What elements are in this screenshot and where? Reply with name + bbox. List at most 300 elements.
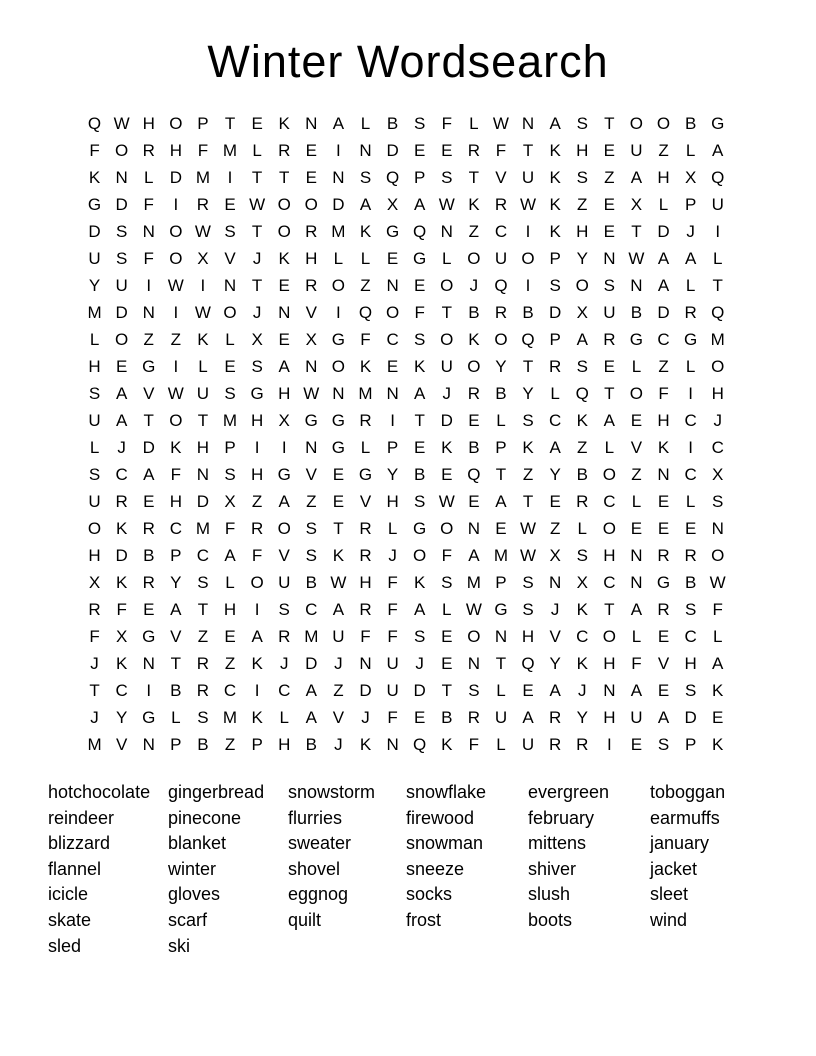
grid-cell: E <box>332 491 345 511</box>
grid-cell: S <box>576 545 588 565</box>
grid-cell: V <box>657 653 670 673</box>
grid-cell: H <box>169 140 182 160</box>
grid-cell: W <box>520 518 537 538</box>
grid-cell: O <box>277 221 291 241</box>
grid-cell: C <box>115 680 128 700</box>
word-list-column <box>528 780 609 934</box>
grid-cell: K <box>359 356 372 376</box>
grid-cell: V <box>170 626 182 646</box>
grid-cell: Q <box>575 383 589 403</box>
grid-cell: D <box>549 302 562 322</box>
grid-cell: O <box>169 221 183 241</box>
grid-cell: X <box>115 626 128 646</box>
grid-cell: U <box>711 194 724 214</box>
grid-cell: O <box>467 248 481 268</box>
grid-cell: E <box>143 491 155 511</box>
page-title: Winter Wordsearch <box>207 36 609 87</box>
grid-cell: L <box>577 518 587 538</box>
word-list-item: frost <box>406 909 442 930</box>
grid-cell: U <box>332 626 345 646</box>
grid-cell: A <box>115 410 128 430</box>
grid-cell: N <box>467 518 480 538</box>
grid-cell: Z <box>143 329 154 349</box>
grid-cell: S <box>115 248 128 268</box>
word-list-item: eggnog <box>288 884 349 905</box>
grid-cell: R <box>549 356 562 376</box>
grid-cell: S <box>278 599 290 619</box>
grid-cell: Y <box>576 248 588 268</box>
grid-cell: S <box>603 275 615 295</box>
word-list-item: snowman <box>406 833 484 854</box>
word-list-item: wind <box>650 909 688 930</box>
grid-cell: N <box>630 275 643 295</box>
grid-cell: E <box>414 437 426 457</box>
grid-cell: N <box>142 221 155 241</box>
grid-cell: K <box>657 437 670 457</box>
grid-cell: F <box>143 194 154 214</box>
grid-cell: A <box>657 275 670 295</box>
grid-cell: S <box>414 491 426 511</box>
grid-cell: F <box>143 248 154 268</box>
grid-cell: R <box>576 491 589 511</box>
grid-cell: J <box>117 437 126 457</box>
grid-cell: E <box>386 248 399 268</box>
grid-cell: S <box>224 464 236 484</box>
grid-cell: T <box>251 221 263 241</box>
grid-cell: C <box>603 572 616 592</box>
grid-cell: P <box>495 437 507 457</box>
grid-cell: E <box>143 599 155 619</box>
grid-cell: G <box>87 194 102 214</box>
grid-cell: N <box>332 167 345 187</box>
grid-cell: K <box>576 599 588 619</box>
grid-cell: C <box>305 599 318 619</box>
grid-cell: Y <box>522 383 534 403</box>
grid-cell: E <box>251 113 263 133</box>
grid-cell: K <box>414 572 426 592</box>
grid-cell: M <box>87 734 102 754</box>
grid-cell: R <box>359 410 372 430</box>
grid-cell: R <box>196 680 210 700</box>
word-list-item: shiver <box>528 858 577 879</box>
grid-cell: W <box>167 383 184 403</box>
grid-cell: N <box>711 518 724 538</box>
grid-cell: J <box>334 734 343 754</box>
word-list-item: blanket <box>168 833 227 854</box>
grid-cell: Q <box>358 302 373 322</box>
grid-cell: H <box>305 248 318 268</box>
grid-cell: G <box>142 626 156 646</box>
grid-cell: O <box>711 356 725 376</box>
grid-cell: M <box>710 329 725 349</box>
grid-cell: R <box>549 707 562 727</box>
grid-cell: I <box>254 599 260 619</box>
grid-cell: T <box>333 518 344 538</box>
grid-cell: M <box>493 545 509 565</box>
grid-cell: O <box>169 113 183 133</box>
grid-cell: G <box>304 410 318 430</box>
grid-cell: L <box>658 194 669 214</box>
grid-cell: U <box>88 491 101 511</box>
grid-cell: Q <box>521 329 535 349</box>
grid-cell: C <box>386 329 399 349</box>
grid-cell: H <box>603 707 616 727</box>
grid-cell: M <box>222 140 238 160</box>
grid-cell: O <box>467 356 481 376</box>
grid-cell: A <box>332 113 345 133</box>
grid-cell: P <box>684 194 697 214</box>
grid-cell: I <box>525 275 531 295</box>
grid-cell: L <box>387 518 398 538</box>
grid-cell: X <box>576 572 588 592</box>
word-list-item: quilt <box>288 909 322 930</box>
grid-cell: U <box>521 734 535 754</box>
word-list-item: firewood <box>406 807 475 828</box>
grid-cell: E <box>603 140 615 160</box>
grid-cell: N <box>332 383 345 403</box>
grid-cell: G <box>711 113 725 133</box>
grid-cell: Q <box>521 653 535 673</box>
grid-cell: T <box>251 167 263 187</box>
grid-cell: V <box>549 626 561 646</box>
grid-cell: T <box>604 599 615 619</box>
grid-cell: D <box>142 437 155 457</box>
grid-cell: R <box>467 383 480 403</box>
grid-cell: F <box>712 599 723 619</box>
grid-cell: J <box>442 383 452 403</box>
grid-cell: S <box>576 167 588 187</box>
grid-cell: I <box>227 167 233 187</box>
grid-cell: W <box>113 113 130 133</box>
grid-cell: E <box>278 329 290 349</box>
grid-cell: J <box>361 707 370 727</box>
grid-cell: L <box>442 248 452 268</box>
grid-cell: O <box>115 140 129 160</box>
grid-cell: L <box>360 437 371 457</box>
grid-cell: Z <box>549 518 561 538</box>
grid-cell: C <box>549 410 562 430</box>
grid-cell: L <box>360 248 371 268</box>
grid-cell: T <box>89 680 100 700</box>
grid-cell: K <box>712 680 724 700</box>
grid-cell: I <box>688 383 693 403</box>
grid-cell: F <box>387 626 398 646</box>
word-list <box>0 780 816 980</box>
word-list-item: february <box>528 807 595 828</box>
word-list-item: sleet <box>650 884 689 905</box>
grid-cell: D <box>413 680 426 700</box>
grid-cell: A <box>170 599 182 619</box>
grid-cell: G <box>413 518 427 538</box>
grid-cell: R <box>88 599 101 619</box>
grid-cell: N <box>603 680 616 700</box>
grid-cell: F <box>658 383 669 403</box>
grid-cell: P <box>549 329 561 349</box>
grid-cell: N <box>549 572 562 592</box>
grid-cell: T <box>143 410 154 430</box>
grid-cell: A <box>414 383 426 403</box>
grid-cell: A <box>630 167 643 187</box>
word-list-item: hotchocolate <box>48 782 151 802</box>
grid-cell: S <box>197 572 209 592</box>
grid-cell: W <box>249 194 266 214</box>
grid-cell: L <box>89 329 100 349</box>
grid-cell: P <box>386 437 399 457</box>
grid-cell: Z <box>658 140 669 160</box>
grid-cell: A <box>332 599 345 619</box>
grid-cell: O <box>602 464 616 484</box>
grid-cell: K <box>359 734 372 754</box>
grid-cell: U <box>521 167 535 187</box>
grid-cell: E <box>603 221 615 241</box>
grid-cell: L <box>144 167 154 187</box>
grid-cell: K <box>549 167 561 187</box>
grid-cell: D <box>169 167 182 187</box>
word-list-item: jacket <box>650 858 698 879</box>
grid-cell: R <box>549 734 562 754</box>
grid-cell: F <box>116 599 127 619</box>
grid-cell: H <box>684 653 697 673</box>
grid-cell: U <box>386 680 399 700</box>
grid-cell: O <box>602 518 616 538</box>
grid-cell: N <box>440 221 453 241</box>
word-list-item: skate <box>48 909 92 930</box>
grid-cell: D <box>657 221 670 241</box>
grid-cell: K <box>251 707 263 727</box>
grid-cell: F <box>360 329 371 349</box>
grid-cell: S <box>657 734 670 754</box>
grid-cell: I <box>173 302 179 322</box>
grid-cell: B <box>630 302 643 322</box>
grid-cell: B <box>468 437 480 457</box>
word-list-column <box>48 780 150 959</box>
grid-cell: G <box>331 410 345 430</box>
grid-cell: H <box>657 410 670 430</box>
grid-cell: O <box>629 383 644 403</box>
grid-cell: K <box>197 329 209 349</box>
grid-cell: F <box>387 707 398 727</box>
grid-cell: L <box>604 437 615 457</box>
grid-cell: O <box>629 113 644 133</box>
grid-cell: E <box>657 680 670 700</box>
grid-cell: J <box>334 653 343 673</box>
grid-cell: H <box>88 356 101 376</box>
grid-cell: U <box>630 140 643 160</box>
word-list-item: scarf <box>168 909 208 930</box>
grid-cell: Z <box>658 356 669 376</box>
grid-cell: E <box>305 167 317 187</box>
grid-cell: A <box>115 383 128 403</box>
grid-cell: S <box>522 410 534 430</box>
grid-cell: P <box>170 545 182 565</box>
grid-cell: M <box>195 167 210 187</box>
grid-cell: U <box>494 248 508 268</box>
grid-cell: R <box>115 491 128 511</box>
grid-cell: Z <box>251 491 263 511</box>
word-list-column <box>168 780 264 959</box>
grid-cell: A <box>278 356 290 376</box>
grid-cell: C <box>711 437 724 457</box>
grid-cell: O <box>494 329 508 349</box>
grid-cell: H <box>142 113 155 133</box>
grid-cell: W <box>438 491 455 511</box>
grid-cell: Z <box>577 194 588 214</box>
grid-cell: S <box>88 383 101 403</box>
grid-cell: Y <box>386 464 399 484</box>
grid-cell: C <box>115 464 128 484</box>
grid-cell: T <box>631 221 642 241</box>
word-list-column <box>650 780 725 934</box>
grid-cell: D <box>305 653 318 673</box>
grid-cell: G <box>331 329 345 349</box>
grid-cell: Y <box>170 572 182 592</box>
grid-cell: M <box>331 221 346 241</box>
grid-cell: Q <box>711 302 725 322</box>
grid-cell: K <box>522 437 534 457</box>
grid-cell: Y <box>88 275 101 295</box>
grid-cell: E <box>549 491 561 511</box>
grid-cell: N <box>630 572 643 592</box>
grid-cell: H <box>521 626 535 646</box>
grid-cell: W <box>520 545 537 565</box>
grid-cell: S <box>305 518 317 538</box>
grid-cell: E <box>468 491 480 511</box>
grid-cell: O <box>521 248 535 268</box>
grid-cell: O <box>304 194 318 214</box>
grid-cell: E <box>224 194 236 214</box>
grid-cell: W <box>194 221 211 241</box>
grid-cell: L <box>685 140 696 160</box>
grid-cell: I <box>525 221 531 241</box>
grid-cell: G <box>385 221 400 241</box>
grid-cell: F <box>441 113 452 133</box>
grid-cell: E <box>603 194 615 214</box>
grid-cell: R <box>359 599 372 619</box>
grid-cell: S <box>88 464 101 484</box>
grid-cell: I <box>606 734 612 754</box>
grid-cell: E <box>441 464 453 484</box>
word-list-item: snowflake <box>406 782 487 802</box>
grid-cell: Z <box>170 329 182 349</box>
grid-cell: O <box>115 329 129 349</box>
grid-cell: C <box>278 680 291 700</box>
grid-cell: N <box>305 437 318 457</box>
grid-cell: N <box>359 140 372 160</box>
grid-cell: T <box>522 491 534 511</box>
grid-cell: B <box>414 464 426 484</box>
grid-cell: B <box>197 734 209 754</box>
grid-cell: H <box>88 545 101 565</box>
grid-cell: V <box>278 545 290 565</box>
grid-cell: T <box>197 410 209 430</box>
grid-cell: F <box>387 599 398 619</box>
grid-cell: W <box>438 194 455 214</box>
grid-cell: C <box>684 464 697 484</box>
grid-cell: H <box>576 140 589 160</box>
grid-cell: G <box>358 464 373 484</box>
grid-cell: T <box>170 653 182 673</box>
grid-cell: W <box>628 248 645 268</box>
grid-cell: X <box>712 464 724 484</box>
grid-cell: L <box>496 734 506 754</box>
grid-cell: S <box>414 329 426 349</box>
word-list-item: flurries <box>288 807 343 828</box>
grid-cell: S <box>305 545 317 565</box>
grid-cell: S <box>684 680 697 700</box>
grid-cell: L <box>442 599 452 619</box>
grid-cell: D <box>684 707 697 727</box>
grid-cell: E <box>414 140 426 160</box>
grid-cell: K <box>576 410 588 430</box>
grid-cell: H <box>169 491 182 511</box>
word-list-item: shovel <box>288 858 341 879</box>
grid-cell: M <box>222 410 238 430</box>
grid-cell: V <box>359 491 372 511</box>
grid-cell: B <box>305 734 317 754</box>
grid-cell: T <box>495 464 507 484</box>
grid-cell: Z <box>306 491 317 511</box>
grid-cell: S <box>224 221 236 241</box>
grid-cell: X <box>684 167 697 187</box>
grid-cell: W <box>492 113 509 133</box>
grid-cell: E <box>468 410 480 430</box>
grid-cell: W <box>520 194 537 214</box>
grid-cell: E <box>522 680 534 700</box>
grid-cell: M <box>195 518 210 538</box>
grid-cell: R <box>359 545 372 565</box>
grid-cell: O <box>169 410 183 430</box>
grid-cell: C <box>169 518 182 538</box>
grid-cell: N <box>630 545 643 565</box>
grid-cell: K <box>468 329 480 349</box>
grid-cell: S <box>441 167 453 187</box>
grid-cell: O <box>87 518 102 538</box>
grid-cell: L <box>685 491 696 511</box>
grid-cell: Y <box>115 707 128 727</box>
grid-cell: B <box>441 707 453 727</box>
grid-cell: Y <box>549 653 561 673</box>
word-list-item: slush <box>528 884 571 905</box>
grid-cell: H <box>603 545 616 565</box>
grid-cell: N <box>278 302 291 322</box>
grid-cell: I <box>254 680 260 700</box>
word-list-column <box>406 780 486 934</box>
grid-cell: O <box>711 545 725 565</box>
grid-cell: T <box>414 410 425 430</box>
grid-cell: A <box>522 707 534 727</box>
grid-cell: X <box>197 248 209 268</box>
grid-cell: H <box>711 383 724 403</box>
grid-cell: N <box>115 167 128 187</box>
grid-cell: O <box>277 518 291 538</box>
grid-cell: H <box>196 437 210 457</box>
grid-cell: L <box>712 248 723 268</box>
grid-cell: O <box>602 626 616 646</box>
grid-cell: V <box>115 734 128 754</box>
grid-cell: V <box>495 167 507 187</box>
grid-cell: Z <box>604 167 615 187</box>
grid-cell: C <box>603 491 616 511</box>
grid-cell: G <box>494 599 508 619</box>
grid-cell: Q <box>413 734 427 754</box>
grid-cell: I <box>688 437 693 457</box>
grid-cell: G <box>683 329 698 349</box>
grid-cell: I <box>336 302 341 322</box>
grid-cell: K <box>468 194 480 214</box>
grid-cell: E <box>630 410 643 430</box>
grid-cell: J <box>577 680 587 700</box>
grid-cell: L <box>631 491 642 511</box>
